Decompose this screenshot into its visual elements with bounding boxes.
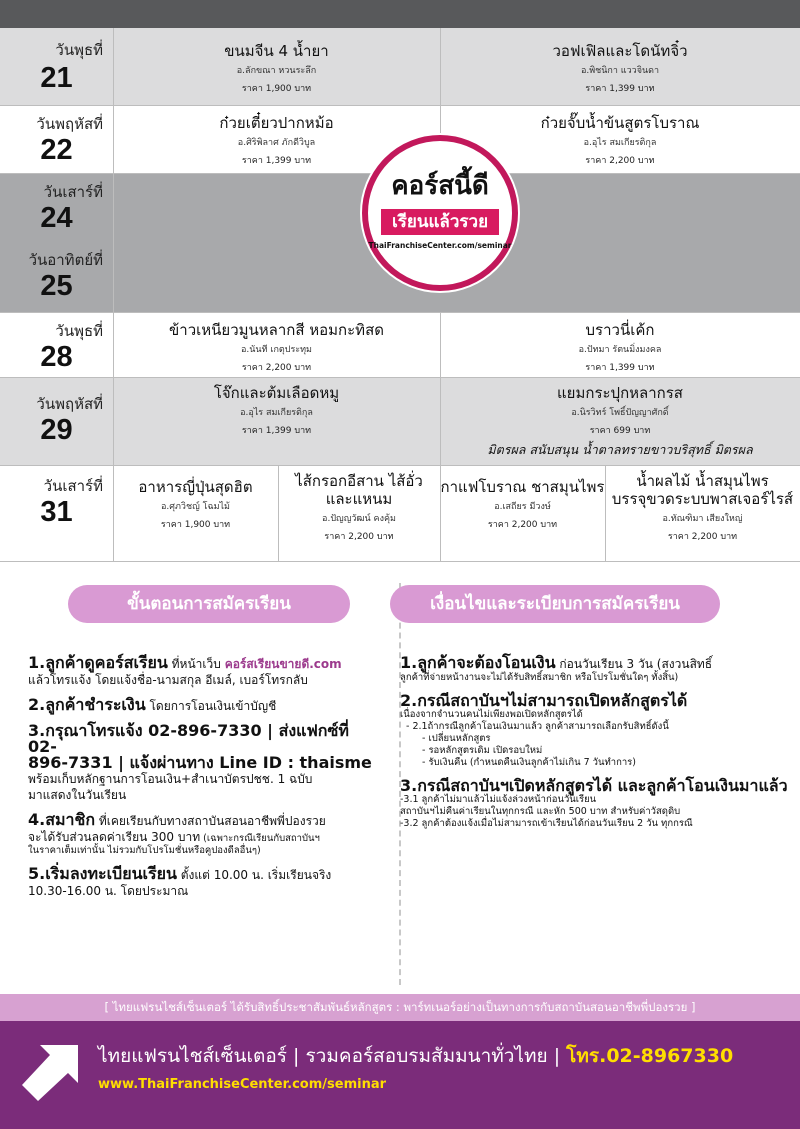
badge-subtitle: เรียนแล้วรวย (381, 209, 499, 235)
apply-step-3 (28, 723, 374, 803)
step-5-text: ตั้งแต่ 10.00 น. เริ่มเรียนจริง (176, 868, 332, 882)
terms-list (400, 655, 792, 839)
step-4-text: ที่เคยเรียนกับทางสถาบันสอนอาชีพพี่ปองรวย (95, 814, 326, 828)
phone-number[interactable]: โทร.02-8967330 (566, 1045, 734, 1067)
day-number: 22 (40, 134, 73, 166)
term-3 (400, 778, 792, 830)
course-site-link[interactable]: คอร์สเรียนขายดี.com (224, 657, 342, 671)
day-number: 28 (40, 341, 73, 373)
course-teacher: อ.นิรวิทร์ โพธิ์ปัญญาศักดิ์ (571, 408, 669, 418)
course (440, 384, 800, 460)
course-price: ราคา 1,399 บาท (585, 84, 655, 94)
day-cell (0, 106, 113, 173)
term-2-title: 2.กรณีสถาบันฯไม่สามารถเปิดหลักสูตรได้ (400, 691, 688, 710)
course-title: ก๋วยเตี๋ยวปากหม้อ (219, 114, 334, 132)
course-teacher: อ.นันที เกตุประทุม (241, 345, 312, 355)
course-price: ราคา 2,200 บาท (487, 520, 558, 530)
apply-step-4 (28, 812, 374, 857)
course (440, 42, 800, 95)
term-2-option-header: - 2.1ถ้ากรณีลูกค้าโอนเงินมาแล้ว ลูกค้าสามารถเลือกรับสิทธิ์ดังนี้ (406, 721, 669, 732)
badge-url: ThaiFranchiseCenter.com/seminar (368, 241, 512, 250)
top-bar (0, 0, 800, 28)
course-price: ราคา 2,200 บาท (585, 156, 655, 166)
course-title: แยมกระปุกหลากรส (557, 384, 683, 402)
day-cell (0, 28, 113, 105)
day-name: วันอาทิตย์ที่ (28, 251, 103, 269)
course-title: กาแฟโบราณ ชาสมุนไพร (440, 478, 605, 496)
course-teacher: อ.ศิริพิลาศ ภักดีวิบูล (237, 138, 316, 148)
partner-note: [ ไทยแฟรนไชส์เซ็นเตอร์ ได้รับสิทธิ์ประชาสัมพันธ์หลักสูตร : พาร์ทเนอร์อย่างเป็นทางการกับสถาบันสอนอาชีพพี่ปองรวย ] (0, 994, 800, 1021)
course-teacher: อ.ทัณฑิมา เสียงใหญ่ (662, 514, 743, 524)
schedule-row-31 (0, 466, 800, 562)
terms-heading: เงื่อนไขและระเบียบการสมัครเรียน (390, 585, 720, 623)
step-2-title: 2.ลูกค้าชำระเงิน (28, 695, 146, 714)
course-teacher: อ.ลักขณา หวนระลึก (236, 66, 317, 76)
footer-brand (98, 1041, 733, 1071)
apply-step-1 (28, 655, 374, 688)
day-number: 29 (40, 414, 73, 446)
day-number: 21 (40, 62, 73, 94)
day-name: วันเสาร์ที่ (43, 477, 103, 495)
course-teacher: อ.อุไร สมเกียรติกุล (583, 138, 657, 148)
course-teacher: อ.ศุภวิชญ์ โฉมไม้ (161, 502, 230, 512)
column-divider (605, 466, 606, 562)
course-title: ข้าวเหนียวมูนหลากสี หอมกะทิสด (169, 321, 384, 339)
promo-badge (362, 135, 518, 291)
apply-step-2 (28, 697, 374, 714)
day-number: 25 (40, 270, 73, 302)
term-1-title: 1.ลูกค้าจะต้องโอนเงิน (400, 653, 556, 672)
schedule-row-28 (0, 313, 800, 378)
course-title: อาหารญี่ปุ่นสุดฮิต (138, 478, 253, 496)
course-teacher: อ.ปัทมา รัตนมิ่งมงคล (578, 345, 662, 355)
course-teacher: อ.อุไร สมเกียรติกุล (240, 408, 313, 418)
course-teacher: อ.เสถียร มีวงษ์ (494, 502, 551, 512)
course-title: วอฟเฟิลและโดนัทจิ๋ว (552, 42, 688, 60)
schedule-row-21 (0, 28, 800, 106)
course (113, 42, 440, 95)
course-teacher: อ.พิชนิกา แววจินดา (580, 66, 660, 76)
term-2-option: - รับเงินคืน (กำหนดคืนเงินลูกค้าไม่เกิน 7 วันทำการ) (422, 757, 636, 768)
badge-title: คอร์สนี้ดี (391, 171, 489, 201)
course-price: ราคา 699 บาท (589, 426, 651, 436)
term-2-detail: เนื่องจากจำนวนคนไม่เพียงพอเปิดหลักสูตรได้ (400, 709, 583, 720)
step-4-discount: จะได้รับส่วนลดค่าเรียน 300 บาท (28, 830, 201, 844)
course-title: โจ๊กและต้มเลือดหมู (213, 384, 340, 402)
course-price: ราคา 2,200 บาท (324, 532, 394, 542)
step-3-contact: 896-7331 | แจ้งผ่านทาง Line ID : thaisme (28, 753, 372, 772)
course-title: บรรจุขวดระบบพาสเจอร์ไรส์ (611, 490, 794, 508)
footer-url[interactable]: www.ThaiFranchiseCenter.com/seminar (98, 1077, 387, 1092)
day-name: วันพฤหัสที่ (36, 395, 103, 413)
course-title: ไส้กรอกอีสาน ไส้อั่ว (295, 472, 423, 490)
course (113, 478, 278, 531)
day-name: วันพฤหัสที่ (36, 115, 103, 133)
course (440, 478, 605, 531)
step-1-detail: แล้วโทรแจ้ง โดยแจ้งชื่อ-นามสกุล อีเมล์, เบอร์โทรกลับ (28, 673, 308, 687)
day-cell (0, 378, 113, 465)
course (440, 321, 800, 374)
term-1 (400, 655, 792, 684)
day-name: วันพุธที่ (55, 322, 103, 340)
course-price: ราคา 1,900 บาท (160, 520, 231, 530)
course-title: ก๋วยจั๊บน้ำข้นสูตรโบราณ (540, 114, 700, 132)
course-price: ราคา 2,200 บาท (667, 532, 738, 542)
term-2-option: - เปลี่ยนหลักสูตร (422, 733, 491, 744)
step-4-note: ในราคาเต็มเท่านั้น ไม่รวมกับโปรโมชั่นหรือคูปองดีลอื่นๆ) (28, 845, 261, 856)
column-divider (113, 28, 114, 562)
course-title: น้ำผลไม้ น้ำสมุนไพร (636, 472, 769, 490)
term-1-text: ก่อนวันเรียน 3 วัน (สงวนสิทธิ์ (555, 657, 713, 671)
step-4-note: (เฉพาะกรณีเรียนกับสถาบันฯ (200, 833, 320, 844)
term-3-detail: -3.2 ลูกค้าต้องแจ้งเมื่อไม่สามารถเข้าเรียนได้ก่อนวันเรียน 2 วัน ทุกกรณี (400, 818, 693, 829)
apply-steps (28, 655, 374, 908)
arrow-up-right-icon (22, 1039, 84, 1101)
day-cell (0, 313, 113, 377)
step-3-detail: พร้อมเก็บหลักฐานการโอนเงิน+สำเนาบัตรปชช. 1 ฉบับ (28, 772, 313, 786)
term-1-detail: ลูกค้าที่จ่ายหน้างานจะไม่ได้รับสิทธิ์สมาชิก หรือโปรโมชั่นใดๆ ทั้งสิ้น) (400, 672, 679, 683)
column-divider (278, 466, 279, 562)
step-5-title: 5.เริ่มลงทะเบียนเรียน (28, 864, 177, 883)
term-2 (400, 693, 792, 769)
schedule-row-29 (0, 378, 800, 466)
term-3-detail: สถาบันฯไม่คืนค่าเรียนในทุกกรณี และหัก 500 บาท สำหรับค่าวัสดุดิบ (400, 806, 681, 817)
course-price: ราคา 1,399 บาท (241, 156, 312, 166)
course-title: และแหนม (325, 490, 393, 508)
step-1-title: 1.ลูกค้าดูคอร์สเรียน (28, 653, 168, 672)
apply-step-5 (28, 866, 374, 899)
day-name: วันพุธที่ (55, 41, 103, 59)
term-2-option: - รอหลักสูตรเดิม เปิดรอบใหม่ (422, 745, 543, 756)
step-1-text: ที่หน้าเว็บ (167, 657, 225, 671)
course-teacher: อ.ปัญญวัฒน์ คงคุ้ม (322, 514, 396, 524)
day-number: 31 (40, 496, 73, 528)
course-title: ขนมจีน 4 น้ำยา (224, 42, 329, 60)
sponsor-note: มิตรผล สนับสนุน น้ำตาลทรายขาวบริสุทธิ์ มิตรผล (487, 442, 753, 457)
course-price: ราคา 1,399 บาท (585, 363, 655, 373)
step-4-title: 4.สมาชิก (28, 810, 96, 829)
step-5-time: 10.30-16.00 น. โดยประมาณ (28, 884, 189, 898)
day-cell (0, 174, 113, 312)
footer (0, 1021, 800, 1129)
course (605, 472, 800, 543)
term-3-detail: -3.1 ลูกค้าไม่มาแล้วไม่แจ้งล่วงหน้าก่อนวันเรียน (400, 794, 597, 805)
day-number: 24 (40, 202, 73, 234)
step-2-text: โดยการโอนเงินเข้าบัญชี (145, 699, 277, 713)
step-3-title: 3.กรุณาโทรแจ้ง 02-896-7330 | ส่งแฟกซ์ที่ 02- (28, 721, 349, 756)
course (113, 384, 440, 437)
course-price: ราคา 1,399 บาท (241, 426, 312, 436)
course-price: ราคา 2,200 บาท (241, 363, 312, 373)
step-3-detail: มาแสดงในวันเรียน (28, 788, 127, 802)
course-title: บราวนี่เค้ก (585, 321, 655, 339)
course (113, 321, 440, 374)
day-cell (0, 466, 113, 561)
apply-heading: ขั้นตอนการสมัครเรียน (68, 585, 350, 623)
course (278, 472, 440, 543)
course-price: ราคา 1,900 บาท (241, 84, 312, 94)
brand-text: ไทยแฟรนไชส์เซ็นเตอร์ | รวมคอร์สอบรมสัมมนาทั่วไทย | (98, 1045, 567, 1067)
term-3-title: 3.กรณีสถาบันฯเปิดหลักสูตรได้ และลูกค้าโอนเงินมาแล้ว (400, 776, 788, 795)
column-divider (440, 313, 441, 562)
day-name: วันเสาร์ที่ (43, 183, 103, 201)
